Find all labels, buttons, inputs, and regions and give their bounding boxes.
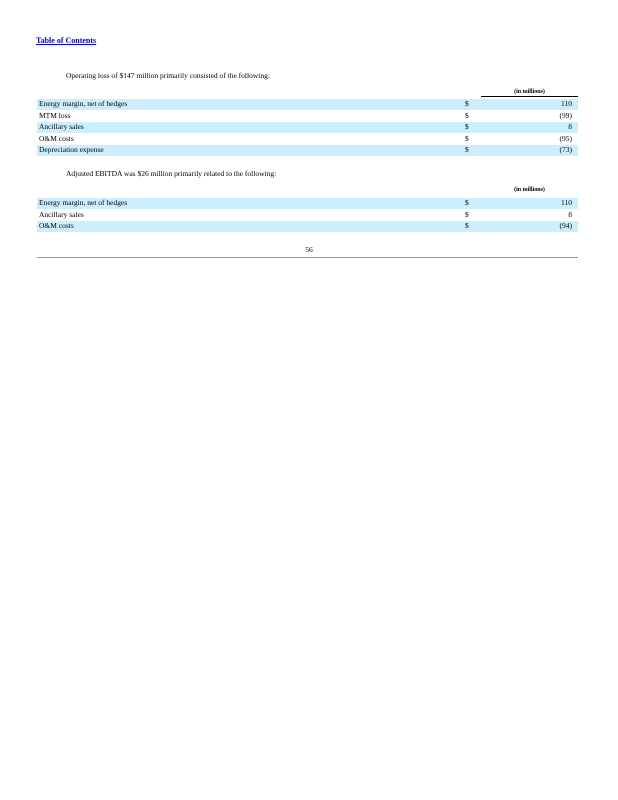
table-row <box>37 145 578 156</box>
row-value: (95) <box>559 133 572 143</box>
table-row <box>37 122 578 133</box>
table-row <box>37 111 578 122</box>
table-row <box>37 99 578 110</box>
currency-symbol: $ <box>465 145 497 156</box>
operating-loss-table <box>37 98 578 157</box>
row-value: (99) <box>559 110 572 120</box>
row-label: O&M costs <box>37 221 465 232</box>
footer-divider <box>37 257 578 258</box>
table-row <box>37 221 578 232</box>
currency-symbol: $ <box>465 133 469 143</box>
section2-intro: Adjusted EBITDA was $26 million primarily related to the following: <box>66 169 277 178</box>
row-label: Ancillary sales <box>39 209 84 219</box>
row-value: (73) <box>497 145 578 156</box>
adjusted-ebitda-table <box>37 197 578 233</box>
section2-unit-header: (in millions) <box>514 187 545 193</box>
row-value: 110 <box>497 99 578 110</box>
currency-symbol: $ <box>465 99 497 110</box>
currency-symbol: $ <box>465 221 497 232</box>
row-label: Energy margin, net of hedges <box>37 99 465 110</box>
table-of-contents-link[interactable]: Table of Contents <box>36 36 97 45</box>
section1-unit-header: (in millions) <box>481 89 578 97</box>
table-row <box>37 134 578 145</box>
currency-symbol: $ <box>465 198 497 209</box>
currency-symbol: $ <box>465 110 469 120</box>
section1-intro: Operating loss of $147 million primarily consisted of the following: <box>66 71 270 80</box>
row-label: MTM loss <box>39 110 71 120</box>
row-value: 110 <box>497 198 578 209</box>
row-label: Energy margin, net of hedges <box>37 198 465 209</box>
currency-symbol: $ <box>465 209 469 219</box>
row-label: Depreciation expense <box>37 145 465 156</box>
row-label: O&M costs <box>39 133 74 143</box>
row-value: 8 <box>568 209 572 219</box>
row-value: (94) <box>497 221 578 232</box>
page-number: 56 <box>305 245 313 254</box>
currency-symbol: $ <box>465 122 497 133</box>
row-value: 8 <box>497 122 578 133</box>
table-row <box>37 198 578 209</box>
row-label: Ancillary sales <box>37 122 465 133</box>
table-row <box>37 210 578 221</box>
